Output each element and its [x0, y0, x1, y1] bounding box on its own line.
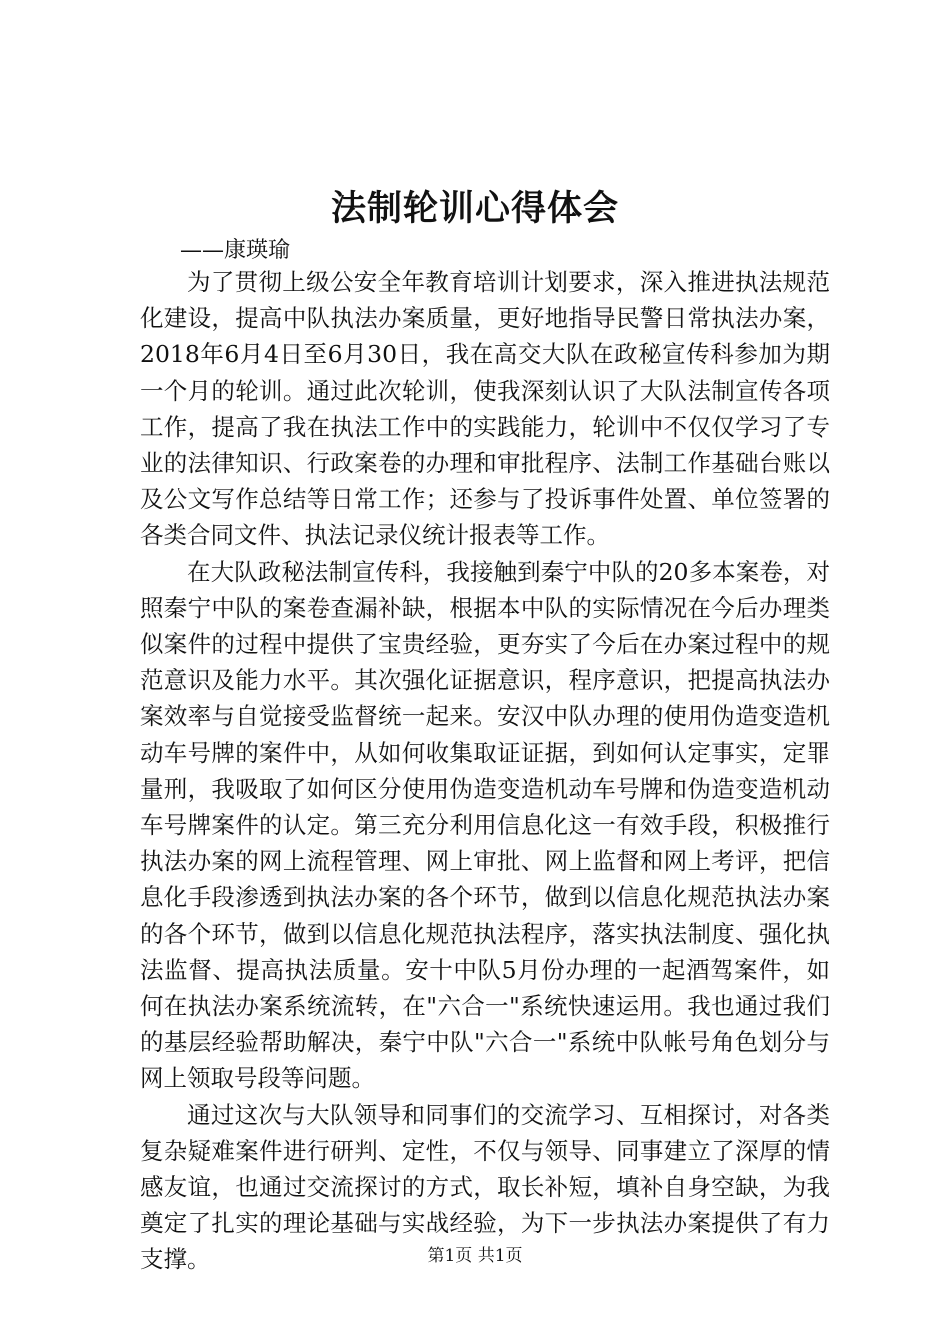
document-body [140, 264, 830, 1278]
paragraph-3: 通过这次与大队领导和同事们的交流学习、互相探讨，对各类复杂疑难案件进行研判、定性，不仅与领导、同事建立了深厚的情感友谊，也通过交流探讨的方式，取长补短，填补自身空缺，为我奠定了扎实的理论基础与实战经验，为下一步执法办案提供了有力支撑。 [140, 1100, 830, 1274]
document-author: ——康瑛瑜 [180, 238, 291, 263]
document-title: 法制轮训心得体会 [330, 188, 619, 229]
paragraph-2: 在大队政秘法制宣传科，我接触到秦宁中队的20多本案卷，对照秦宁中队的案卷查漏补缺，根据本中队的实际情况在今后办理类似案件的过程中提供了宝贵经验，更夯实了今后在办案过程中的规范意识及能力水平。其次强化证据意识，程序意识，把提高执法办案效率与自觉接受监督统一起来。安汉中队办理的使用伪造变造机动车号牌的案件中，从如何收集取证证据，到如何认定事实，定罪量刑，我吸取了如何区分使用伪造变造机动车号牌和伪造变造机动车号牌案件的认定。第三充分利用信息化这一有效手段，积极推行执法办案的网上流程管理、网上审批、网上监督和网上考评，把信息化手段渗透到执法办案的各个环节，做到以信息化规范执法办案的各个环节，做到以信息化规范执法程序，落实执法制度、强化执法监督、提高执法质量。安十中队5月份办理的一起酒驾案件，如何在执法办案系统流转，在"六合一"系统快速运用。我也通过我们的基层经验帮助解决，秦宁中队"六合一"系统中队帐号角色划分与网上领取号段等问题。 [140, 557, 830, 1093]
paragraph-1: 为了贯彻上级公安全年教育培训计划要求，深入推进执法规范化建设，提高中队执法办案质量，更好地指导民警日常执法办案，2018年6月4日至6月30日，我在高交大队在政秘宣传科参加为期一个月的轮训。通过此次轮训，使我深刻认识了大队法制宣传各项工作，提高了我在执法工作中的实践能力，轮训中不仅仅学习了专业的法律知识、行政案卷的办理和审批程序、法制工作基础台账以及公文写作总结等日常工作；还参与了投诉事件处置、单位签署的各类合同文件、执法记录仪统计报表等工作。 [140, 268, 830, 550]
page-footer: 第1页 共1页 [427, 1246, 523, 1266]
